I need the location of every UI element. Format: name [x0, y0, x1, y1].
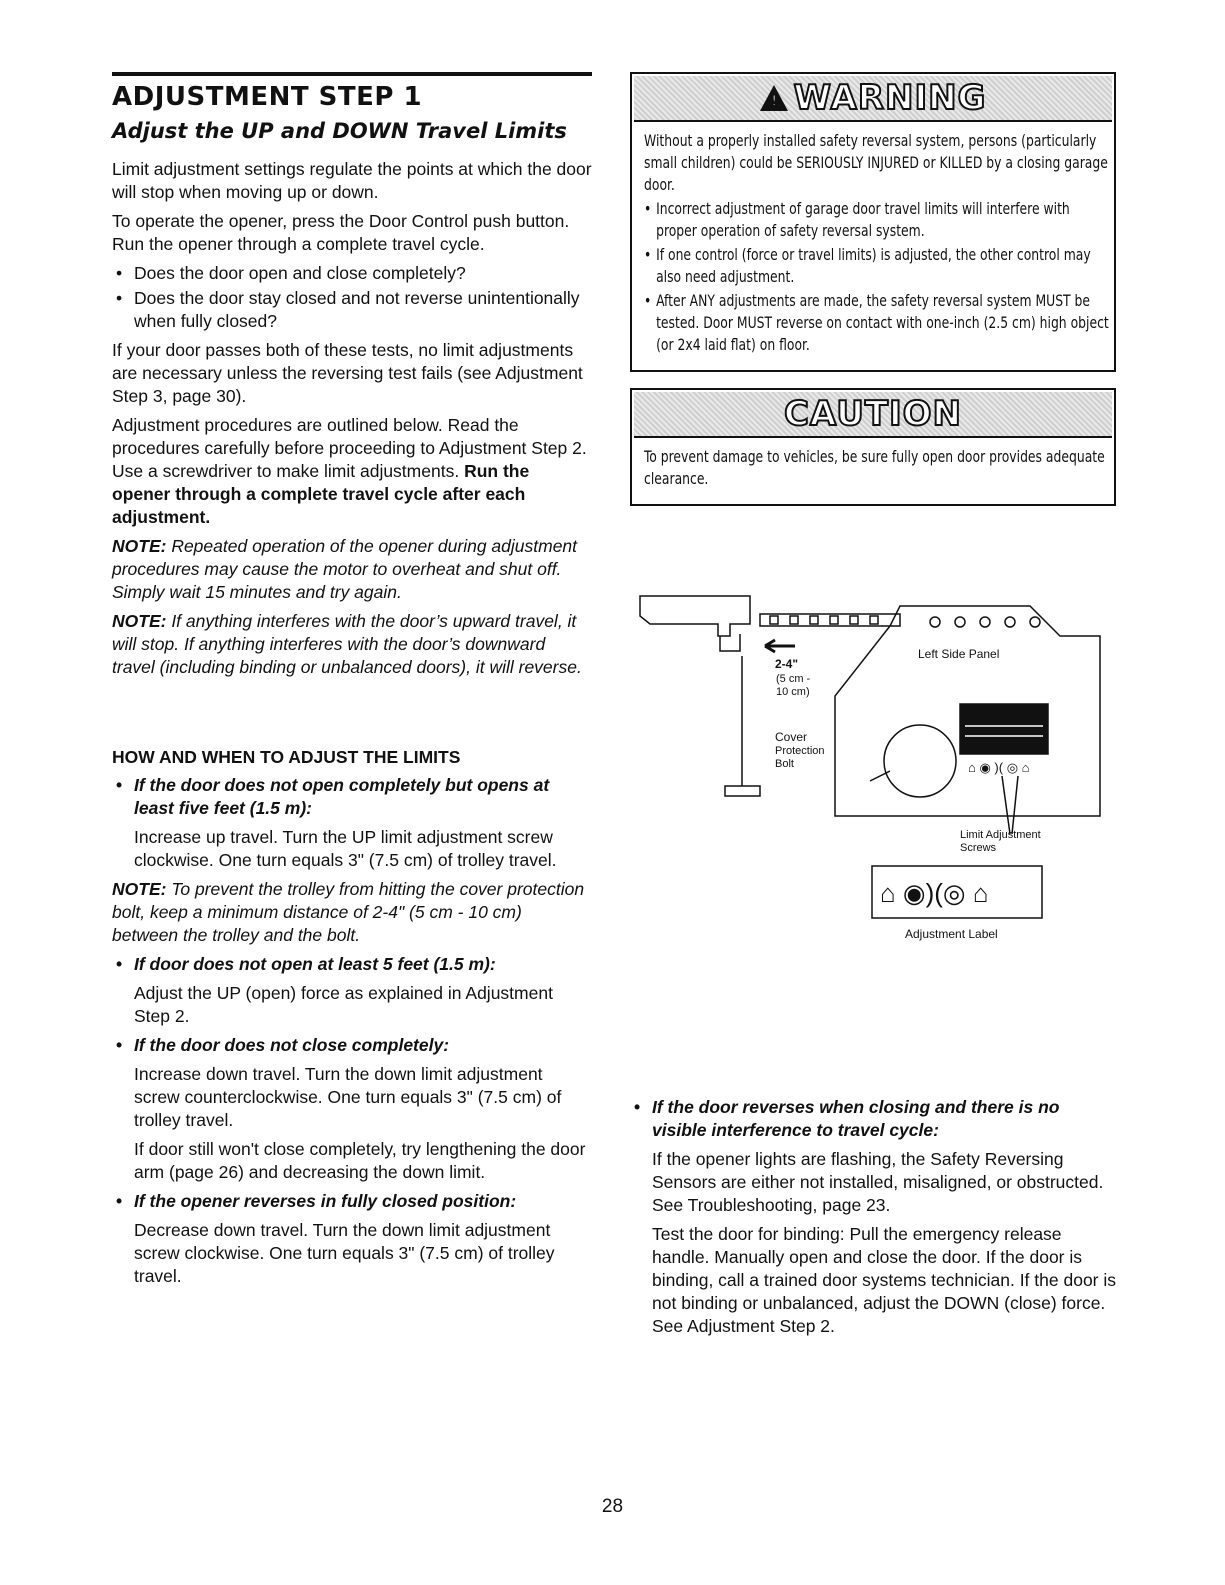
condition-text: If door still won't close completely, try lengthening the door arm (page 26) and decreasing the down limit. — [134, 1139, 586, 1182]
condition-heading: • If the door does not close completely: — [112, 1034, 592, 1057]
svg-text:(5 cm -: (5 cm - — [776, 673, 811, 685]
caution-banner — [634, 392, 1112, 438]
title-rule — [112, 72, 592, 76]
condition-heading: • If the opener reverses in fully closed position: — [112, 1190, 592, 1213]
svg-text:Bolt: Bolt — [775, 758, 794, 770]
list-item: • Incorrect adjustment of garage door travel limits will interfere with proper operation of safety reversal system. — [644, 198, 1113, 242]
condition-text: Adjust the UP (open) force as explained in Adjustment Step 2. — [134, 983, 553, 1026]
cover-label: Cover — [775, 730, 808, 744]
condition-heading: • If the door reverses when closing and there is no visible interference to travel cycle: — [630, 1096, 1116, 1142]
bolt-base — [725, 786, 760, 796]
list-item: • Does the door open and close completely? — [112, 262, 592, 285]
warning-intro: Without a properly installed safety reversal system, persons (particularly small children) could be SERIOUSLY INJURED or KILLED by a closing garage door. — [644, 131, 1108, 194]
trolley-shape — [640, 596, 750, 636]
caution-title: CAUTION — [783, 394, 963, 434]
warning-box — [630, 72, 1116, 372]
limit-screws-label: Limit Adjustment — [960, 829, 1041, 841]
page-number: 28 — [601, 1496, 624, 1517]
adjustment-label-caption: Adjustment Label — [905, 927, 998, 941]
page-subtitle: Adjust the UP and DOWN Travel Limits — [112, 119, 567, 143]
adjustment-label-icons: ⌂ ◉)(◎ ⌂ — [880, 878, 989, 908]
svg-text:Screws: Screws — [960, 842, 997, 854]
list-item: • If one control (force or travel limits) is adjusted, the other control may also need adjustment. — [644, 244, 1113, 288]
note-bolt: NOTE: To prevent the trolley from hitting the cover protection bolt, keep a minimum distance of 2-4" (5 cm - 10 cm) between the trolley and the bolt. — [112, 879, 585, 945]
right-column — [630, 72, 1116, 966]
operate-paragraph: To operate the opener, press the Door Control push button. Run the opener through a complete travel cycle. — [112, 211, 570, 254]
opener-illustration — [630, 576, 1116, 966]
note-interference: NOTE: If anything interferes with the door’s upward travel, it will stop. If anything interferes with the door’s downward travel (including binding or unbalanced doors), it will reverse. — [112, 611, 582, 677]
left-column — [112, 72, 592, 1294]
limit-label-block — [960, 704, 1048, 754]
note-overheat: NOTE: Repeated operation of the opener during adjustment procedures may cause the motor to overheat and shut off. Simply wait 15 minutes and try again. — [112, 536, 578, 602]
caution-text: To prevent damage to vehicles, be sure fully open door provides adequate clearance. — [644, 447, 1105, 488]
svg-text:Protection: Protection — [775, 745, 825, 757]
caution-box — [630, 388, 1116, 506]
procedure-emphasis: Run the opener through a complete travel cycle after each adjustment. — [112, 461, 530, 527]
left-side-panel-label: Left Side Panel — [918, 647, 1000, 661]
warning-banner — [634, 76, 1112, 122]
intro-paragraph: Limit adjustment settings regulate the points at which the door will stop when moving up or down. — [112, 159, 592, 202]
how-heading: HOW AND WHEN TO ADJUST THE LIMITS — [112, 747, 461, 767]
list-item: • After ANY adjustments are made, the safety reversal system MUST be tested. Door MUST reverse on contact with one-inch (2.5 cm) high object (or 2x4 laid flat) on floor. — [644, 290, 1113, 356]
warning-text — [632, 124, 1121, 370]
condition-heading: • If the door does not open completely but opens at least five feet (1.5 m): — [112, 774, 592, 820]
light-bulb-icon — [884, 725, 956, 797]
condition-text: If the opener lights are flashing, the Safety Reversing Sensors are either not installed, misaligned, or obstructed. See Troubleshooting, page 23. — [652, 1149, 1104, 1215]
list-item: • Does the door stay closed and not reverse unintentionally when fully closed? — [112, 287, 592, 333]
condition-text: Decrease down travel. Turn the down limit adjustment screw clockwise. One turn equals 3" (7.5 cm) of trolley travel. — [134, 1220, 555, 1286]
condition-heading: • If door does not open at least 5 feet (1.5 m): — [112, 953, 592, 976]
procedure-paragraph: Adjustment procedures are outlined below. Read the procedures carefully before proceeding to Adjustment Step 2. Use a screwdriver to make limit adjustments. Run the opener through a complete travel cycle after each adjustment. — [112, 415, 587, 527]
warning-title: WARNING — [793, 78, 987, 118]
label-icons: ⌂ ◉ )( ◎ ⌂ — [968, 760, 1030, 775]
warning-triangle-icon — [760, 85, 788, 111]
page-title: ADJUSTMENT STEP 1 — [112, 82, 423, 112]
rail-holes — [770, 616, 878, 624]
condition-text: Increase up travel. Turn the UP limit adjustment screw clockwise. One turn equals 3" (7.5 cm) of trolley travel. — [134, 827, 557, 870]
right-lower-section — [630, 1096, 1116, 1344]
check-list — [112, 262, 592, 333]
opener-diagram — [630, 576, 1116, 966]
tests-paragraph: If your door passes both of these tests, no limit adjustments are necessary unless the reversing test fails (see Adjustment Step 3, page 30). — [112, 340, 583, 406]
condition-text: Increase down travel. Turn the down limit adjustment screw counterclockwise. One turn equals 3" (7.5 cm) of trolley travel. — [134, 1064, 562, 1130]
svg-text:10 cm): 10 cm) — [776, 686, 810, 698]
condition-text: Test the door for binding: Pull the emergency release handle. Manually open and close the door. If the door is binding, call a trained door systems technician. If the door is not binding or unbalanced, adjust the DOWN (close) force. See Adjustment Step 2. — [652, 1224, 1116, 1336]
distance-label: 2-4" — [775, 657, 799, 671]
